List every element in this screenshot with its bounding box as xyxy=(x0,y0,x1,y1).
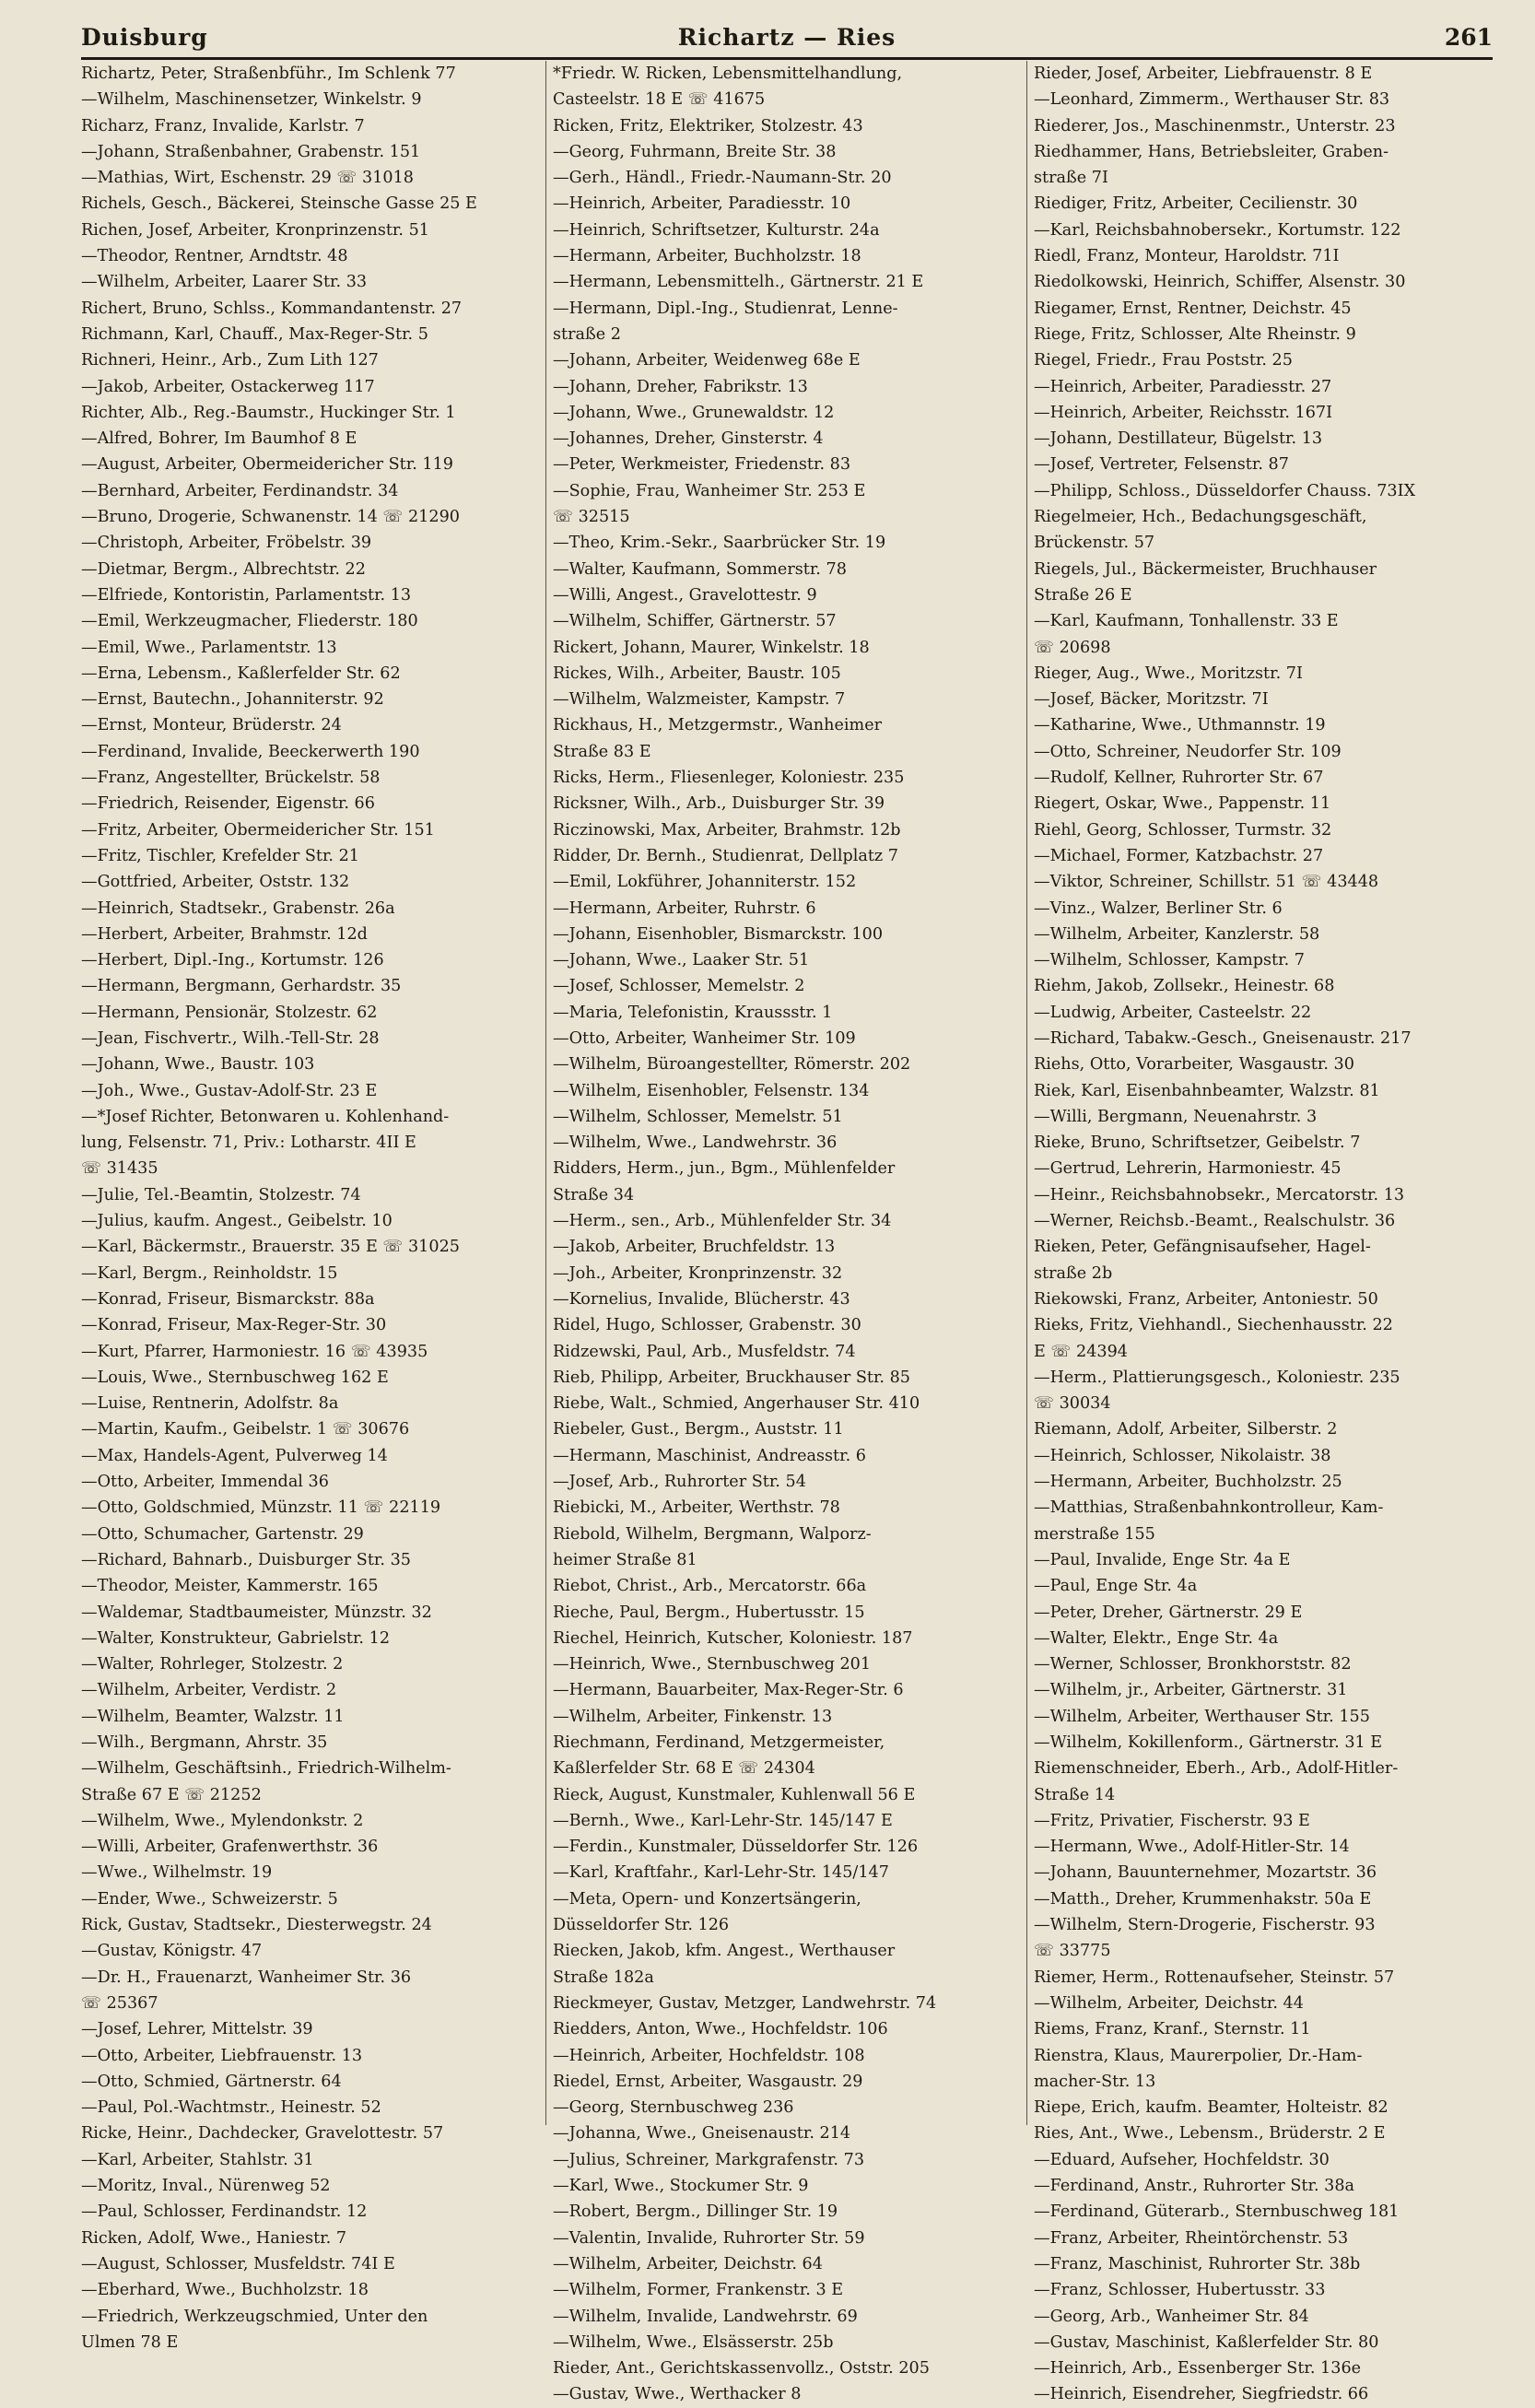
directory-entry: —Theo, Krim.-Sekr., Saarbrücker Str. 19 xyxy=(553,534,886,553)
directory-entry: —Karl, Arbeiter, Stahlstr. 31 xyxy=(81,2150,314,2169)
directory-entry: —Theodor, Meister, Kammerstr. 165 xyxy=(81,1577,379,1596)
directory-entry: —Emil, Werkzeugmacher, Fliederstr. 180 xyxy=(81,612,418,631)
directory-entry: —Willi, Angest., Gravelottestr. 9 xyxy=(553,585,817,605)
directory-entry: Richter, Alb., Reg.-Baumstr., Huckinger Str. 1 xyxy=(81,403,456,422)
directory-entry: Rieken, Peter, Gefängnisaufseher, Hagel- xyxy=(1034,1238,1371,1257)
directory-entry: —Julius, kaufm. Angest., Geibelstr. 10 xyxy=(81,1212,393,1231)
directory-entry: —Johann, Arbeiter, Weidenweg 68e E xyxy=(553,351,861,370)
directory-entry: Ridel, Hugo, Schlosser, Grabenstr. 30 xyxy=(553,1316,861,1335)
directory-entry: Rieder, Ant., Gerichtskassenvollz., Oststr. 205 xyxy=(553,2359,930,2379)
directory-entry: —Wilhelm, Wwe., Elsässerstr. 25b xyxy=(553,2332,834,2352)
header-name-range: Richartz — Ries xyxy=(677,24,896,51)
directory-entry: Riemer, Herm., Rottenaufseher, Steinstr. 57 xyxy=(1034,1968,1395,1987)
directory-entry: —Willi, Arbeiter, Grafenwerthstr. 36 xyxy=(81,1838,379,1857)
directory-entry: —Sophie, Frau, Wanheimer Str. 253 E xyxy=(553,481,866,500)
directory-entry: —Eberhard, Wwe., Buchholzstr. 18 xyxy=(81,2281,369,2300)
directory-entry: —Johann, Destillateur, Bügelstr. 13 xyxy=(1034,429,1323,449)
directory-entry: —Wilhelm, Wwe., Landwehrstr. 36 xyxy=(553,1134,838,1153)
directory-entry: —Bernhard, Arbeiter, Ferdinandstr. 34 xyxy=(81,481,399,500)
directory-entry: —Alfred, Bohrer, Im Baumhof 8 E xyxy=(81,429,357,449)
directory-entry: —Johann, Straßenbahner, Grabenstr. 151 xyxy=(81,142,421,161)
directory-entry: Ricks, Herm., Fliesenleger, Koloniestr. 235 xyxy=(553,769,905,788)
directory-entry: —Konrad, Friseur, Bismarckstr. 88a xyxy=(81,1289,375,1309)
directory-entry: Riehs, Otto, Vorarbeiter, Wasgaustr. 30 xyxy=(1034,1055,1354,1075)
directory-entry: —Wilhelm, Geschäftsinh., Friedrich-Wilhelm- xyxy=(81,1759,451,1779)
directory-entry: Riecken, Jakob, kfm. Angest., Werthauser xyxy=(553,1942,896,1961)
directory-entry: —Hermann, Arbeiter, Ruhrstr. 6 xyxy=(553,899,816,918)
directory-entry: —Hermann, Lebensmittelh., Gärtnerstr. 21 E xyxy=(553,273,924,292)
directory-entry: —Heinrich, Eisendreher, Siegfriedstr. 66 xyxy=(1034,2385,1369,2404)
directory-entry: Rieks, Fritz, Viehhandl., Siechenhausstr. 22 xyxy=(1034,1316,1393,1335)
directory-entry: Rieb, Philipp, Arbeiter, Bruckhauser Str. 85 xyxy=(553,1368,911,1387)
directory-entry: Riehm, Jakob, Zollsekr., Heinestr. 68 xyxy=(1034,977,1335,996)
directory-entry: —Heinrich, Schriftsetzer, Kulturstr. 24a xyxy=(553,220,880,240)
directory-entry: Riedders, Anton, Wwe., Hochfeldstr. 106 xyxy=(553,2020,888,2039)
directory-entry: —Hermann, Arbeiter, Buchholzstr. 18 xyxy=(553,247,861,266)
directory-entry: —Wilhelm, Büroangestellter, Römerstr. 202 xyxy=(553,1055,911,1075)
directory-entry: —Heinrich, Arbeiter, Reichsstr. 167I xyxy=(1034,403,1333,422)
directory-entry: —Johann, Bauunternehmer, Mozartstr. 36 xyxy=(1034,1863,1377,1883)
page-header xyxy=(81,18,1493,60)
directory-entry: —Georg, Arb., Wanheimer Str. 84 xyxy=(1034,2307,1309,2326)
directory-entry: —Julie, Tel.-Beamtin, Stolzestr. 74 xyxy=(81,1185,361,1204)
directory-entry: —Heinrich, Arb., Essenberger Str. 136e xyxy=(1034,2359,1362,2379)
directory-entry: —Wilhelm, Wwe., Mylendonkstr. 2 xyxy=(81,1811,364,1830)
directory-entry: —Paul, Enge Str. 4a xyxy=(1034,1577,1198,1596)
directory-entry: —Viktor, Schreiner, Schillstr. 51 ☏ 43448 xyxy=(1034,873,1379,892)
directory-entry: Riegelmeier, Hch., Bedachungsgeschäft, xyxy=(1034,508,1367,527)
directory-entry: Rick, Gustav, Stadtsekr., Diesterwegstr. 24 xyxy=(81,1916,432,1935)
directory-entry: —Willi, Bergmann, Neuenahrstr. 3 xyxy=(1034,1107,1318,1126)
directory-entry: —Wilhelm, Former, Frankenstr. 3 E xyxy=(553,2281,844,2300)
header-city: Duisburg xyxy=(81,24,208,51)
directory-entry: —Rudolf, Kellner, Ruhrorter Str. 67 xyxy=(1034,769,1324,788)
directory-entry: —Valentin, Invalide, Ruhrorter Str. 59 xyxy=(553,2228,865,2248)
directory-entry: straße 2b xyxy=(1034,1263,1113,1283)
directory-entry: —Dietmar, Bergm., Albrechtstr. 22 xyxy=(81,559,366,579)
directory-entry: —Gustav, Königstr. 47 xyxy=(81,1942,263,1961)
directory-entry: —Wilhelm, Walzmeister, Kampstr. 7 xyxy=(553,690,846,710)
directory-entry: —Paul, Pol.-Wachtmstr., Heinestr. 52 xyxy=(81,2098,381,2118)
directory-entry: —Philipp, Schloss., Düsseldorfer Chauss. 73IX xyxy=(1034,481,1416,500)
directory-entry: —Franz, Arbeiter, Rheintörchenstr. 53 xyxy=(1034,2228,1349,2248)
directory-entry: Rieck, August, Kunstmaler, Kuhlenwall 56 E xyxy=(553,1785,916,1804)
directory-entry: —Johann, Wwe., Laaker Str. 51 xyxy=(553,951,810,970)
directory-entry: Rickert, Johann, Maurer, Winkelstr. 18 xyxy=(553,638,870,657)
directory-entry: —Ernst, Monteur, Brüderstr. 24 xyxy=(81,716,342,735)
directory-entry: —Hermann, Maschinist, Andreasstr. 6 xyxy=(553,1446,866,1465)
directory-entry: Richen, Josef, Arbeiter, Kronprinzenstr. 51 xyxy=(81,220,429,240)
directory-entry: Riegel, Friedr., Frau Poststr. 25 xyxy=(1034,351,1293,370)
directory-entry: Riepe, Erich, kaufm. Beamter, Holteistr. 82 xyxy=(1034,2098,1389,2118)
directory-entry: —Johann, Eisenhobler, Bismarckstr. 100 xyxy=(553,924,884,944)
directory-entry: —Wilhelm, jr., Arbeiter, Gärtnerstr. 31 xyxy=(1034,1681,1348,1700)
directory-entry: Rieckmeyer, Gustav, Metzger, Landwehrstr. 74 xyxy=(553,1993,937,2013)
directory-entry: Straße 34 xyxy=(553,1185,635,1204)
directory-column-2 xyxy=(553,61,1010,2404)
directory-entry: Ricken, Fritz, Elektriker, Stolzestr. 43 xyxy=(553,116,863,135)
directory-entry: —Vinz., Walzer, Berliner Str. 6 xyxy=(1034,899,1283,918)
directory-entry: Riegert, Oskar, Wwe., Pappenstr. 11 xyxy=(1034,794,1331,814)
directory-entry: Düsseldorfer Str. 126 xyxy=(553,1916,730,1935)
directory-entry: Richmann, Karl, Chauff., Max-Reger-Str. 5 xyxy=(81,324,428,344)
directory-entry: —Otto, Arbeiter, Immendal 36 xyxy=(81,1473,329,1492)
directory-entry: —Robert, Bergm., Dillinger Str. 19 xyxy=(553,2202,838,2222)
directory-entry: —Otto, Schumacher, Gartenstr. 29 xyxy=(81,1524,364,1544)
directory-entry: —Josef, Arb., Ruhrorter Str. 54 xyxy=(553,1473,806,1492)
directory-entry: Riedolkowski, Heinrich, Schiffer, Alsenstr. 30 xyxy=(1034,273,1406,292)
directory-entry: —Heinrich, Arbeiter, Paradiesstr. 10 xyxy=(553,194,851,214)
directory-entry: —Wilhelm, Invalide, Landwehrstr. 69 xyxy=(553,2307,858,2326)
directory-entry: —Paul, Schlosser, Ferdinandstr. 12 xyxy=(81,2202,368,2222)
directory-entry: —Hermann, Bauarbeiter, Max-Reger-Str. 6 xyxy=(553,1681,904,1700)
directory-entry: —Hermann, Dipl.-Ing., Studienrat, Lenne- xyxy=(553,299,898,318)
directory-entry: —Herbert, Dipl.-Ing., Kortumstr. 126 xyxy=(81,951,384,970)
directory-entry: —Ferdin., Kunstmaler, Düsseldorfer Str. 126 xyxy=(553,1838,919,1857)
directory-entry: —Wilhelm, Eisenhobler, Felsenstr. 134 xyxy=(553,1081,870,1100)
column-divider xyxy=(545,61,546,2125)
directory-entry: —Erna, Lebensm., Kaßlerfelder Str. 62 xyxy=(81,664,401,683)
directory-entry: —Moritz, Inval., Nürenweg 52 xyxy=(81,2177,331,2196)
directory-entry: —Franz, Schlosser, Hubertusstr. 33 xyxy=(1034,2281,1326,2300)
directory-entry: —Max, Handels-Agent, Pulverweg 14 xyxy=(81,1446,388,1465)
directory-entry: —Hermann, Pensionär, Stolzestr. 62 xyxy=(81,1003,378,1022)
directory-entry: —Heinrich, Wwe., Sternbuschweg 201 xyxy=(553,1655,872,1674)
directory-column-3 xyxy=(1034,61,1491,2404)
directory-entry: —*Josef Richter, Betonwaren u. Kohlenhand- xyxy=(81,1107,450,1126)
directory-entry: —Wilhelm, Maschinensetzer, Winkelstr. 9 xyxy=(81,90,422,110)
directory-entry: Rickes, Wilh., Arbeiter, Baustr. 105 xyxy=(553,664,841,683)
directory-entry: Riedel, Ernst, Arbeiter, Wasgaustr. 29 xyxy=(553,2072,863,2091)
directory-entry: —Emil, Wwe., Parlamentstr. 13 xyxy=(81,638,337,657)
directory-entry: —Karl, Kaufmann, Tonhallenstr. 33 E xyxy=(1034,612,1339,631)
directory-entry: Rieke, Bruno, Schriftsetzer, Geibelstr. 7 xyxy=(1034,1134,1361,1153)
directory-entry: —Walter, Rohrleger, Stolzestr. 2 xyxy=(81,1655,344,1674)
directory-entry: —Matth., Dreher, Krummenhakstr. 50a E xyxy=(1034,1889,1372,1909)
directory-entry: —Wilhelm, Arbeiter, Werthauser Str. 155 xyxy=(1034,1707,1370,1726)
directory-entry: straße 2 xyxy=(553,324,621,344)
directory-entry: —Georg, Fuhrmann, Breite Str. 38 xyxy=(553,142,837,161)
directory-entry: —Maria, Telefonistin, Kraussstr. 1 xyxy=(553,1003,833,1022)
directory-entry: Straße 67 E ☏ 21252 xyxy=(81,1785,262,1804)
directory-entry: —Johann, Wwe., Grunewaldstr. 12 xyxy=(553,403,835,422)
directory-entry: Ricken, Adolf, Wwe., Haniestr. 7 xyxy=(81,2228,347,2248)
directory-entry: —Richard, Bahnarb., Duisburger Str. 35 xyxy=(81,1550,411,1569)
directory-entry: —Walter, Kaufmann, Sommerstr. 78 xyxy=(553,559,847,579)
directory-entry: —Bernh., Wwe., Karl-Lehr-Str. 145/147 E xyxy=(553,1811,893,1830)
directory-entry: —Heinrich, Arbeiter, Hochfeldstr. 108 xyxy=(553,2046,865,2065)
directory-entry: Riegamer, Ernst, Rentner, Deichstr. 45 xyxy=(1034,299,1352,318)
directory-entry: —Ender, Wwe., Schweizerstr. 5 xyxy=(81,1889,338,1909)
directory-entry: Riebe, Walt., Schmied, Angerhauser Str. 410 xyxy=(553,1394,920,1414)
directory-entry: —Wilhelm, Arbeiter, Finkenstr. 13 xyxy=(553,1707,833,1726)
directory-entry: —Karl, Bergm., Reinholdstr. 15 xyxy=(81,1263,338,1283)
directory-entry: *Friedr. W. Ricken, Lebensmittelhandlung, xyxy=(553,65,903,83)
directory-entry: —Karl, Reichsbahnobersekr., Kortumstr. 122 xyxy=(1034,220,1401,240)
directory-entry: Riediger, Fritz, Arbeiter, Cecilienstr. 30 xyxy=(1034,194,1358,214)
directory-entry: ☏ 25367 xyxy=(81,1993,158,2013)
directory-entry: —Walter, Konstrukteur, Gabrielstr. 12 xyxy=(81,1628,391,1648)
directory-entry: straße 7I xyxy=(1034,169,1108,188)
directory-entry: Rickhaus, H., Metzgermstr., Wanheimer xyxy=(553,716,883,735)
directory-entry: —Joh., Wwe., Gustav-Adolf-Str. 23 E xyxy=(81,1081,378,1100)
directory-entry: Richartz, Peter, Straßenbführ., Im Schlenk 77 xyxy=(81,65,456,83)
directory-entry: —Georg, Sternbuschweg 236 xyxy=(553,2098,794,2118)
directory-entry: heimer Straße 81 xyxy=(553,1550,697,1569)
directory-entry: —Heinrich, Arbeiter, Paradiesstr. 27 xyxy=(1034,377,1332,396)
directory-entry: —Meta, Opern- und Konzertsängerin, xyxy=(553,1889,861,1909)
directory-entry: —Jakob, Arbeiter, Ostackerweg 117 xyxy=(81,377,375,396)
directory-entry: —Julius, Schreiner, Markgrafenstr. 73 xyxy=(553,2150,865,2169)
column-divider xyxy=(1026,61,1027,2125)
directory-entry: —Kurt, Pfarrer, Harmoniestr. 16 ☏ 43935 xyxy=(81,1342,428,1361)
directory-entry: —Louis, Wwe., Sternbuschweg 162 E xyxy=(81,1368,389,1387)
directory-entry: —Gerh., Händl., Friedr.-Naumann-Str. 20 xyxy=(553,169,892,188)
directory-entry: —Jean, Fischvertr., Wilh.-Tell-Str. 28 xyxy=(81,1028,380,1048)
directory-entry: —Fritz, Privatier, Fischerstr. 93 E xyxy=(1034,1811,1310,1830)
directory-entry: —Johann, Dreher, Fabrikstr. 13 xyxy=(553,377,808,396)
directory-entry: —Wilhelm, Beamter, Walzstr. 11 xyxy=(81,1707,345,1726)
directory-entry: ☏ 30034 xyxy=(1034,1394,1111,1414)
directory-entry: ☏ 32515 xyxy=(553,508,630,527)
directory-entry: —Werner, Reichsb.-Beamt., Realschulstr. 36 xyxy=(1034,1212,1396,1231)
directory-entry: —Theodor, Rentner, Arndtstr. 48 xyxy=(81,247,348,266)
directory-entry: ☏ 31435 xyxy=(81,1159,158,1179)
directory-entry: —Herm., sen., Arb., Mühlenfelder Str. 34 xyxy=(553,1212,892,1231)
directory-entry: Richarz, Franz, Invalide, Karlstr. 7 xyxy=(81,116,365,135)
directory-entry: —Wilhelm, Arbeiter, Verdistr. 2 xyxy=(81,1681,337,1700)
directory-entry: —Josef, Schlosser, Memelstr. 2 xyxy=(553,977,805,996)
directory-entry: —Friedrich, Reisender, Eigenstr. 66 xyxy=(81,794,375,814)
directory-entry: —Paul, Invalide, Enge Str. 4a E xyxy=(1034,1550,1291,1569)
directory-entry: Riehl, Georg, Schlosser, Turmstr. 32 xyxy=(1034,820,1332,840)
directory-entry: —August, Arbeiter, Obermeidericher Str. 119 xyxy=(81,455,453,475)
directory-entry: —Matthias, Straßenbahnkontrolleur, Kam- xyxy=(1034,1498,1384,1518)
directory-entry: —Herm., Plattierungsgesch., Koloniestr. 235 xyxy=(1034,1368,1400,1387)
directory-entry: merstraße 155 xyxy=(1034,1524,1155,1544)
directory-entry: —Wilhelm, Arbeiter, Deichstr. 44 xyxy=(1034,1993,1304,2013)
directory-entry: Rienstra, Klaus, Maurerpolier, Dr.-Ham- xyxy=(1034,2046,1363,2065)
directory-entry: —Wilhelm, Stern-Drogerie, Fischerstr. 93 xyxy=(1034,1916,1376,1935)
directory-entry: —Wwe., Wilhelmstr. 19 xyxy=(81,1863,273,1883)
directory-entry: Richert, Bruno, Schlss., Kommandantenstr. 27 xyxy=(81,299,463,318)
directory-entry: —Josef, Bäcker, Moritzstr. 7I xyxy=(1034,690,1269,710)
directory-entry: —Heinrich, Stadtsekr., Grabenstr. 26a xyxy=(81,899,395,918)
directory-entry: —Luise, Rentnerin, Adolfstr. 8a xyxy=(81,1394,339,1414)
directory-entry: Riedhammer, Hans, Betriebsleiter, Graben- xyxy=(1034,142,1389,161)
directory-entry: —Herbert, Arbeiter, Brahmstr. 12d xyxy=(81,924,368,944)
page-number: 261 xyxy=(1444,24,1493,51)
directory-entry: —Karl, Wwe., Stockumer Str. 9 xyxy=(553,2177,809,2196)
directory-entry: Ulmen 78 E xyxy=(81,2332,179,2352)
directory-entry: —Werner, Schlosser, Bronkhorststr. 82 xyxy=(1034,1655,1352,1674)
directory-entry: —Otto, Arbeiter, Liebfrauenstr. 13 xyxy=(81,2046,363,2065)
directory-entry: Riechmann, Ferdinand, Metzgermeister, xyxy=(553,1733,885,1752)
directory-entry: —Waldemar, Stadtbaumeister, Münzstr. 32 xyxy=(81,1603,432,1622)
directory-entry: Riebeler, Gust., Bergm., Auststr. 11 xyxy=(553,1420,844,1439)
directory-entry: Ries, Ant., Wwe., Lebensm., Brüderstr. 2 E xyxy=(1034,2124,1386,2144)
directory-entry: —Otto, Goldschmied, Münzstr. 11 ☏ 22119 xyxy=(81,1498,441,1518)
directory-entry: —Karl, Kraftfahr., Karl-Lehr-Str. 145/147 xyxy=(553,1863,889,1883)
directory-entry: —Wilhelm, Arbeiter, Deichstr. 64 xyxy=(553,2254,823,2273)
directory-entry: E ☏ 24394 xyxy=(1034,1342,1128,1361)
directory-entry: —Peter, Werkmeister, Friedenstr. 83 xyxy=(553,455,851,475)
directory-entry: —Elfriede, Kontoristin, Parlamentstr. 13 xyxy=(81,585,412,605)
directory-entry: Brückenstr. 57 xyxy=(1034,534,1155,553)
directory-entry: lung, Felsenstr. 71, Priv.: Lotharstr. 4II E xyxy=(81,1134,416,1153)
directory-entry: —Friedrich, Werkzeugschmied, Unter den xyxy=(81,2307,428,2326)
directory-entry: —Richard, Tabakw.-Gesch., Gneisenaustr. 217 xyxy=(1034,1028,1412,1048)
directory-entry: —Karl, Bäckermstr., Brauerstr. 35 E ☏ 31025 xyxy=(81,1238,460,1257)
directory-entry: —Wilhelm, Schlosser, Kampstr. 7 xyxy=(1034,951,1305,970)
directory-entry: —Ferdinand, Anstr., Ruhrorter Str. 38a xyxy=(1034,2177,1355,2196)
directory-entry: Straße 26 E xyxy=(1034,585,1132,605)
directory-entry: Ridzewski, Paul, Arb., Musfeldstr. 74 xyxy=(553,1342,856,1361)
directory-entry: —Johannes, Dreher, Ginsterstr. 4 xyxy=(553,429,824,449)
directory-entry: —Emil, Lokführer, Johanniterstr. 152 xyxy=(553,873,857,892)
directory-entry: Rieger, Aug., Wwe., Moritzstr. 7I xyxy=(1034,664,1303,683)
directory-entry: —Hermann, Arbeiter, Buchholzstr. 25 xyxy=(1034,1473,1342,1492)
directory-entry: Straße 14 xyxy=(1034,1785,1116,1804)
directory-entry: —Bruno, Drogerie, Schwanenstr. 14 ☏ 21290 xyxy=(81,508,460,527)
directory-entry: Ridders, Herm., jun., Bgm., Mühlenfelder xyxy=(553,1159,896,1179)
directory-entry: —Mathias, Wirt, Eschenstr. 29 ☏ 31018 xyxy=(81,169,414,188)
directory-entry: —Walter, Elektr., Enge Str. 4a xyxy=(1034,1628,1279,1648)
directory-entry: —Joh., Arbeiter, Kronprinzenstr. 32 xyxy=(553,1263,843,1283)
directory-entry: —Gertrud, Lehrerin, Harmoniestr. 45 xyxy=(1034,1159,1342,1179)
directory-entry: Riek, Karl, Eisenbahnbeamter, Walzstr. 81 xyxy=(1034,1081,1380,1100)
directory-entry: Ricksner, Wilh., Arb., Duisburger Str. 39 xyxy=(553,794,885,814)
directory-entry: —Josef, Vertreter, Felsenstr. 87 xyxy=(1034,455,1289,475)
directory-entry: —Hermann, Bergmann, Gerhardstr. 35 xyxy=(81,977,402,996)
directory-entry: —Ferdinand, Güterarb., Sternbuschweg 181 xyxy=(1034,2202,1400,2222)
directory-entry: —August, Schlosser, Musfeldstr. 74I E xyxy=(81,2254,395,2273)
directory-entry: Rieche, Paul, Bergm., Hubertusstr. 15 xyxy=(553,1603,865,1622)
directory-entry: Riechel, Heinrich, Kutscher, Koloniestr. 187 xyxy=(553,1628,913,1648)
directory-entry: Kaßlerfelder Str. 68 E ☏ 24304 xyxy=(553,1759,815,1779)
directory-entry: —Fritz, Arbeiter, Obermeidericher Str. 151 xyxy=(81,820,435,840)
directory-entry: Ridder, Dr. Bernh., Studienrat, Dellplatz 7 xyxy=(553,846,898,865)
directory-entry: Ricke, Heinr., Dachdecker, Gravelottestr. 57 xyxy=(81,2124,444,2144)
directory-entry: —Ferdinand, Invalide, Beeckerwerth 190 xyxy=(81,742,420,761)
directory-entry: Casteelstr. 18 E ☏ 41675 xyxy=(553,90,766,110)
directory-entry: macher-Str. 13 xyxy=(1034,2072,1156,2091)
directory-entry: Richneri, Heinr., Arb., Zum Lith 127 xyxy=(81,351,379,370)
directory-entry: —Ludwig, Arbeiter, Casteelstr. 22 xyxy=(1034,1003,1312,1022)
directory-entry: —Gustav, Maschinist, Kaßlerfelder Str. 80 xyxy=(1034,2332,1379,2352)
directory-entry: —Franz, Maschinist, Ruhrorter Str. 38b xyxy=(1034,2254,1361,2273)
directory-entry: Riemann, Adolf, Arbeiter, Silberstr. 2 xyxy=(1034,1420,1338,1439)
directory-entry: ☏ 20698 xyxy=(1034,638,1111,657)
directory-entry: Riebold, Wilhelm, Bergmann, Walporz- xyxy=(553,1524,872,1544)
directory-entry: Riems, Franz, Kranf., Sternstr. 11 xyxy=(1034,2020,1311,2039)
directory-entry: Riebicki, M., Arbeiter, Werthstr. 78 xyxy=(553,1498,840,1518)
directory-column-1 xyxy=(81,61,538,2352)
directory-entry: —Eduard, Aufseher, Hochfeldstr. 30 xyxy=(1034,2150,1330,2169)
directory-entry: Riczinowski, Max, Arbeiter, Brahmstr. 12b xyxy=(553,820,901,840)
directory-entry: Straße 83 E xyxy=(553,742,651,761)
directory-entry: —Wilhelm, Kokillenform., Gärtnerstr. 31 E xyxy=(1034,1733,1383,1752)
directory-entry: —Heinrich, Schlosser, Nikolaistr. 38 xyxy=(1034,1446,1331,1465)
directory-entry: —Jakob, Arbeiter, Bruchfeldstr. 13 xyxy=(553,1238,836,1257)
directory-entry: —Peter, Dreher, Gärtnerstr. 29 E xyxy=(1034,1603,1303,1622)
directory-entry: —Ernst, Bautechn., Johanniterstr. 92 xyxy=(81,690,384,710)
directory-entry: —Otto, Schreiner, Neudorfer Str. 109 xyxy=(1034,742,1342,761)
directory-entry: —Konrad, Friseur, Max-Reger-Str. 30 xyxy=(81,1316,387,1335)
directory-entry: —Wilhelm, Schiffer, Gärtnerstr. 57 xyxy=(553,612,837,631)
directory-entry: Riederer, Jos., Maschinenmstr., Unterstr. 23 xyxy=(1034,116,1396,135)
directory-entry: Riemenschneider, Eberh., Arb., Adolf-Hitler- xyxy=(1034,1759,1399,1779)
directory-entry: —Otto, Schmied, Gärtnerstr. 64 xyxy=(81,2072,342,2091)
directory-entry: —Martin, Kaufm., Geibelstr. 1 ☏ 30676 xyxy=(81,1420,410,1439)
directory-entry: —Otto, Arbeiter, Wanheimer Str. 109 xyxy=(553,1028,856,1048)
directory-entry: —Johann, Wwe., Baustr. 103 xyxy=(81,1055,315,1075)
directory-entry: —Hermann, Wwe., Adolf-Hitler-Str. 14 xyxy=(1034,1838,1350,1857)
directory-entry: Riedl, Franz, Monteur, Haroldstr. 71I xyxy=(1034,247,1340,266)
directory-entry: —Dr. H., Frauenarzt, Wanheimer Str. 36 xyxy=(81,1968,412,1987)
directory-entry: —Christoph, Arbeiter, Fröbelstr. 39 xyxy=(81,534,372,553)
directory-entry: Riege, Fritz, Schlosser, Alte Rheinstr. 9 xyxy=(1034,324,1356,344)
directory-entry: —Michael, Former, Katzbachstr. 27 xyxy=(1034,846,1324,865)
directory-entry: —Kornelius, Invalide, Blücherstr. 43 xyxy=(553,1289,850,1309)
directory-entry: ☏ 33775 xyxy=(1034,1942,1111,1961)
directory-entry: Riegels, Jul., Bäckermeister, Bruchhauser xyxy=(1034,559,1377,579)
directory-entry: Richels, Gesch., Bäckerei, Steinsche Gasse 25 E xyxy=(81,194,477,214)
directory-entry: —Wilh., Bergmann, Ahrstr. 35 xyxy=(81,1733,328,1752)
directory-entry: —Wilhelm, Arbeiter, Kanzlerstr. 58 xyxy=(1034,924,1320,944)
directory-entry: Rieder, Josef, Arbeiter, Liebfrauenstr. 8 E xyxy=(1034,65,1373,83)
directory-entry: —Gustav, Wwe., Werthacker 8 xyxy=(553,2385,802,2404)
directory-entry: Riebot, Christ., Arb., Mercatorstr. 66a xyxy=(553,1577,867,1596)
directory-entry: —Johanna, Wwe., Gneisenaustr. 214 xyxy=(553,2124,851,2144)
directory-entry: —Wilhelm, Schlosser, Memelstr. 51 xyxy=(553,1107,843,1126)
directory-entry: —Leonhard, Zimmerm., Werthauser Str. 83 xyxy=(1034,90,1390,110)
directory-entry: —Wilhelm, Arbeiter, Laarer Str. 33 xyxy=(81,273,368,292)
directory-entry: —Heinr., Reichsbahnobsekr., Mercatorstr. 13 xyxy=(1034,1185,1405,1204)
directory-entry: —Gottfried, Arbeiter, Oststr. 132 xyxy=(81,873,350,892)
directory-entry: Straße 182a xyxy=(553,1968,654,1987)
directory-entry: Riekowski, Franz, Arbeiter, Antoniestr. 50 xyxy=(1034,1289,1378,1309)
directory-entry: —Fritz, Tischler, Krefelder Str. 21 xyxy=(81,846,360,865)
directory-entry: —Katharine, Wwe., Uthmannstr. 19 xyxy=(1034,716,1326,735)
directory-entry: —Franz, Angestellter, Brückelstr. 58 xyxy=(81,769,381,788)
directory-entry: —Josef, Lehrer, Mittelstr. 39 xyxy=(81,2020,313,2039)
